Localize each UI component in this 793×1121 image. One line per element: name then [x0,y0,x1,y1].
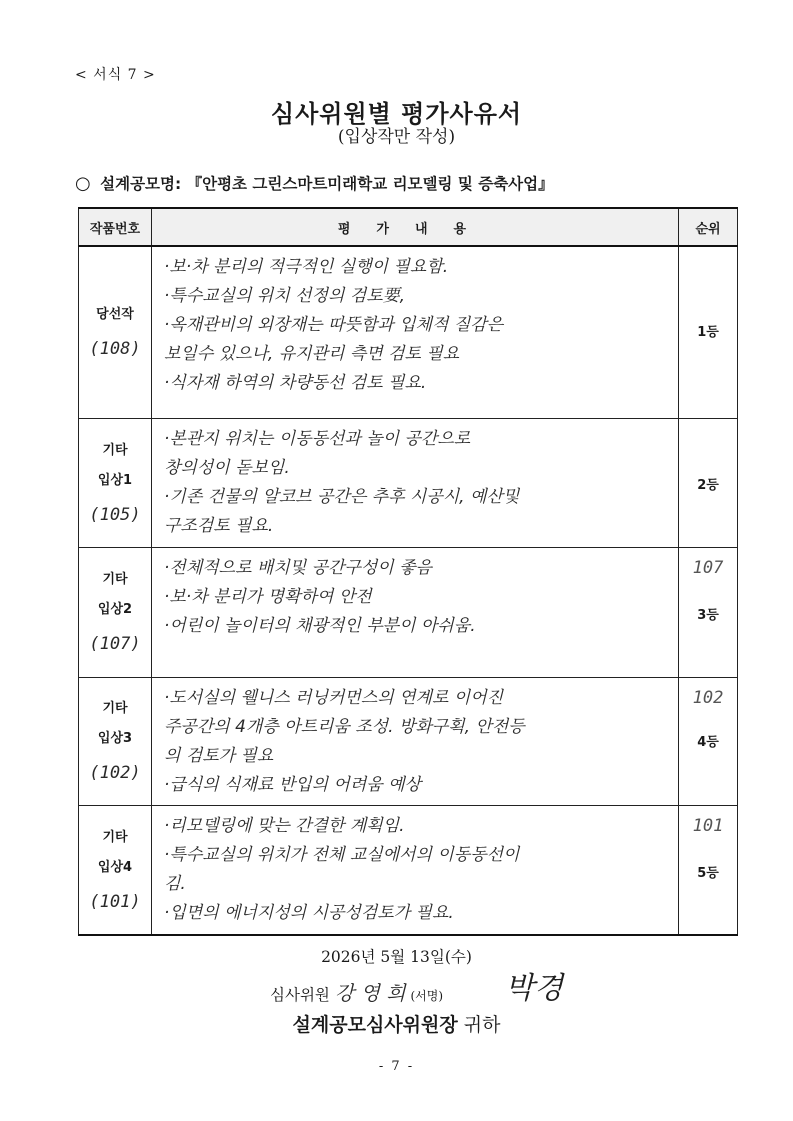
evaluation-text [152,418,679,547]
evaluation-line: ·어린이 놀이터의 채광적인 부분이 아쉬움. [164,615,476,636]
rank-value: 2등 [697,477,719,493]
evaluation-line: ·급식의 식재료 반입의 어려움 예상 [164,774,421,795]
entry-category: 기타 입상4 [97,829,133,875]
header-evaluation-content [152,208,679,246]
signer-line [270,971,563,1006]
addressee-line [0,1010,793,1037]
evaluation-line: ·도서실의 웰니스 러닝커먼스의 연계로 이어진 [164,687,504,708]
rank-value: 3등 [697,607,719,623]
evaluation-line: ·리모델링에 맞는 간결한 계획임. [164,815,405,836]
entry-number: (102) [89,763,141,783]
header-rank: 순위 [679,208,738,246]
handwritten-entry-mark: 101 [692,815,724,836]
signer-label: 심사위원 [270,986,330,1004]
evaluation-line: ·기존 건물의 알코브 공간은 추후 시공시, 예산및 [164,486,520,507]
evaluation-text [152,547,679,677]
entry-cell [79,805,152,935]
rank-cell [679,805,738,935]
evaluation-text [152,677,679,805]
entry-category: 당선작 [96,307,134,323]
rank-cell [679,246,738,418]
rank-cell [679,418,738,547]
handwritten-entry-mark: 107 [692,557,724,578]
evaluation-line: 주공간의 4개층 아트리움 조성. 방화구획, 안전등 [164,716,525,737]
evaluation-line: ·입면의 에너지성의 시공성검토가 필요. [164,902,454,923]
evaluation-line: ·식자재 하역의 차량동선 검토 필요. [164,373,427,393]
evaluation-line: ·특수교실의 위치가 전체 교실에서의 이동동선이 [164,844,520,865]
handwritten-signature: 박경 [505,971,563,1006]
document-subtitle: (입상작만 작성) [337,127,456,147]
table-row [79,418,738,547]
page-number: - 7 - [378,1059,415,1074]
entry-number: (101) [89,891,141,912]
rank-cell [679,547,738,677]
rank-value: 4등 [697,734,719,750]
entry-category: 기타 입상2 [97,572,133,617]
addressee-title: 설계공모심사위원장 [292,1014,458,1036]
entry-cell [79,418,152,547]
evaluation-line: ·보·차 분리가 명확하여 안전 [164,586,372,607]
entry-cell [79,246,152,418]
table-row [79,246,738,418]
entry-cell [79,547,152,677]
header-evaluation-content-label: 평가내용 [337,221,493,237]
document-date: 2026년 5월 13일(수) [321,948,472,966]
handwritten-entry-mark: 102 [692,687,724,708]
circle-bullet-icon: ○ [75,173,91,194]
evaluation-line: ·전체적으로 배치및 공간구성이 좋음 [164,557,432,578]
evaluation-line: 창의성이 돋보임. [164,457,290,478]
evaluation-line: ·본관지 위치는 이동동선과 놀이 공간으로 [164,428,471,449]
evaluation-line: 구조검토 필요. [164,515,274,536]
entry-category: 기타 입상1 [97,442,133,488]
form-number-label: < 서식 7 > [75,67,156,83]
evaluation-line: 의 검토가 필요 [164,745,274,766]
entry-number: (108) [89,339,141,360]
entry-category: 기타 입상3 [97,701,133,746]
sign-label: (서명) [410,989,444,1003]
entry-number: (105) [89,504,141,525]
table-row [79,805,738,935]
header-entry-number: 작품번호 [79,208,152,246]
evaluation-line: 보일수 있으나, 유지관리 측면 검토 필요 [164,344,460,364]
rank-cell [679,677,738,805]
rank-value: 1등 [697,325,719,340]
contest-label: 설계공모명: [100,175,182,193]
signer-name: 강 영 희 [334,981,406,1005]
table-row [79,677,738,805]
evaluation-table [78,207,738,936]
entry-number: (107) [89,634,141,654]
evaluation-text [152,246,679,418]
evaluation-line: ·보·차 분리의 적극적인 실행이 필요함. [164,257,449,277]
rank-value: 5등 [697,865,719,881]
table-header-row [79,208,738,246]
contest-name: 『안평초 그린스마트미래학교 리모델링 및 증축사업』 [186,175,554,193]
addressee-suffix: 귀하 [457,1014,501,1036]
evaluation-line: ·특수교실의 위치 선정의 검토要, [164,286,406,306]
contest-name-line [75,172,554,194]
evaluation-line: 김. [164,873,186,894]
table-row [79,547,738,677]
evaluation-line: ·옥재관비의 외장재는 따뜻함과 입체적 질감은 [164,315,504,335]
evaluation-text [152,805,679,935]
entry-cell [79,677,152,805]
document-title: 심사위원별 평가사유서 [270,100,523,128]
